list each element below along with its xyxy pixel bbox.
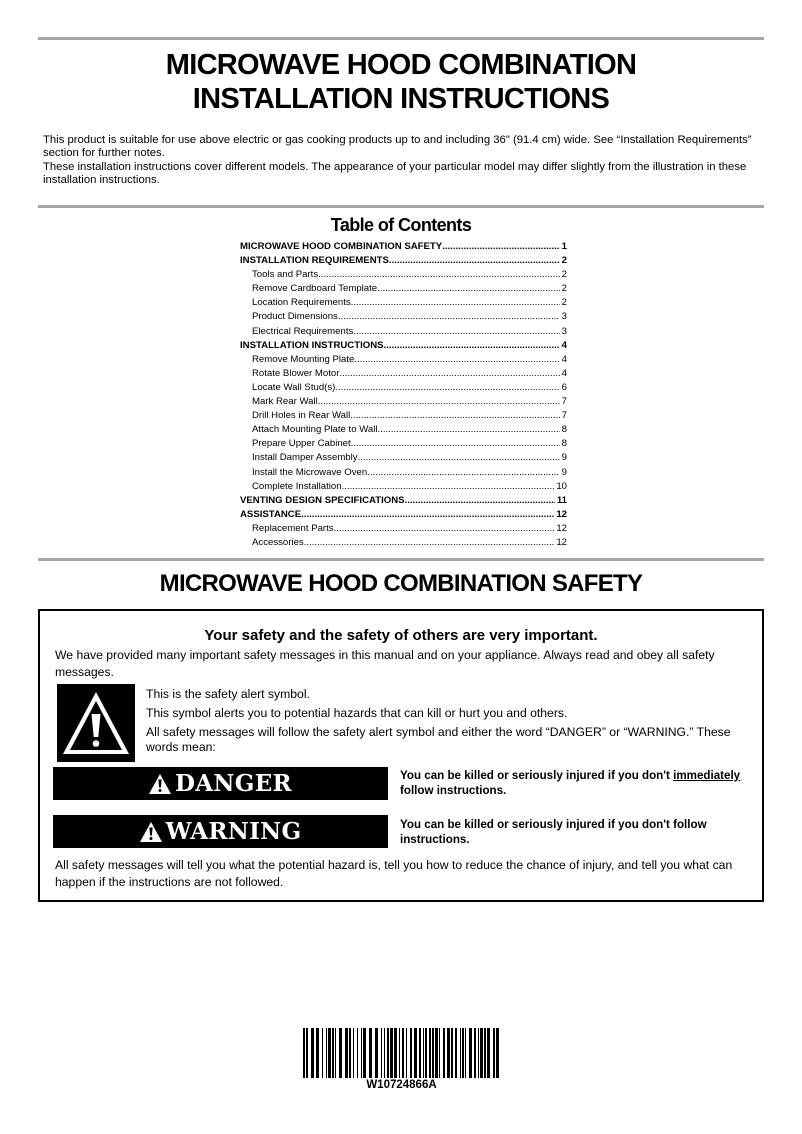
barcode-bar	[462, 1028, 464, 1078]
toc-entry	[240, 367, 567, 381]
toc-entry	[240, 409, 567, 423]
toc-entry-page: 6	[561, 381, 567, 393]
barcode-bar	[443, 1028, 445, 1078]
toc-leader-dots	[350, 409, 559, 423]
page-title	[0, 48, 802, 116]
toc-leader-dots	[405, 494, 555, 508]
toc-entry-label: Product Dimensions	[252, 311, 338, 323]
toc-entry-page: 8	[561, 438, 567, 450]
toc-leader-dots	[377, 282, 560, 296]
toc-title: Table of Contents	[330, 215, 472, 235]
toc-entry-label: VENTING DESIGN SPECIFICATIONS	[240, 494, 405, 506]
danger-alert-icon	[149, 774, 171, 794]
danger-text-a: You can be killed or seriously injured if you don't	[400, 769, 674, 782]
toc-entry-page: 2	[561, 255, 567, 267]
toc-entry	[240, 353, 567, 367]
toc-entry-label: Install Damper Assembly	[252, 452, 358, 464]
safety-alert-icon	[57, 684, 135, 762]
barcode-bar	[387, 1028, 389, 1078]
toc-entry	[240, 494, 567, 508]
toc-leader-dots	[339, 367, 559, 381]
toc-entry-page: 3	[561, 311, 567, 323]
page-title-line-2: INSTALLATION INSTRUCTIONS	[192, 83, 610, 115]
toc-entry-page: 4	[561, 353, 567, 365]
toc-entry-page: 2	[561, 297, 567, 309]
toc-entry-page: 2	[561, 269, 567, 281]
toc-entry	[240, 508, 567, 522]
toc-entry	[240, 395, 567, 409]
toc-entry-label: ASSISTANCE	[240, 508, 302, 520]
barcode-bar	[322, 1028, 323, 1078]
toc-entry-page: 9	[561, 466, 567, 478]
toc-leader-dots	[378, 423, 560, 437]
barcode-bar	[493, 1028, 495, 1078]
danger-text-b: follow instructions.	[400, 784, 507, 797]
toc-entry-label: MICROWAVE HOOD COMBINATION SAFETY	[240, 241, 443, 252]
safety-alert-description	[146, 687, 746, 759]
barcode-bar	[478, 1028, 479, 1078]
warning-label: WARNING	[165, 818, 302, 845]
barcode-bar	[384, 1028, 385, 1078]
danger-text-underlined: immediately	[673, 769, 741, 782]
warning-message: You can be killed or seriously injured if you don't follow instructions.	[400, 818, 707, 846]
toc-entry	[240, 339, 567, 353]
safety-box	[38, 609, 764, 902]
toc-entry-page: 7	[561, 396, 567, 408]
barcode-bar	[399, 1028, 400, 1078]
barcode-bar	[484, 1028, 486, 1078]
barcode-bar	[335, 1028, 336, 1078]
danger-message	[400, 768, 755, 798]
intro-text-1: This product is suitable for use above electric or gas cooking products up to and including 36" (91.4 cm) wide. See “Installation Requirements” section for further notes.	[43, 134, 752, 159]
toc-entry-page: 8	[561, 424, 567, 436]
toc-entry	[240, 522, 567, 536]
barcode-bar	[306, 1028, 308, 1078]
toc-entry-label: Remove Mounting Plate	[252, 353, 355, 365]
toc-entry-label: Drill Holes in Rear Wall	[252, 410, 351, 422]
toc-leader-dots	[334, 522, 555, 536]
danger-label: DANGER	[175, 770, 292, 797]
barcode-bar	[326, 1028, 327, 1078]
safety-box-intro: We have provided many important safety messages in this manual and on your appliance. Always read and obey all safety messages.	[55, 648, 715, 679]
toc-entry-label: Complete Installation	[252, 480, 342, 492]
toc-entry-label: Install the Microwave Oven	[252, 466, 368, 478]
barcode-bar	[469, 1028, 472, 1078]
toc-entry	[240, 423, 567, 437]
toc-leader-dots	[335, 381, 559, 395]
toc-entry	[240, 480, 567, 494]
barcode-bar	[419, 1028, 421, 1078]
toc-entry-page: 3	[561, 325, 567, 337]
barcode-bar	[435, 1028, 438, 1078]
barcode-bar	[406, 1028, 407, 1078]
toc-entry-page: 12	[556, 508, 567, 520]
barcode-bar	[369, 1028, 372, 1078]
toc-entry	[240, 437, 567, 451]
toc-leader-dots	[354, 353, 559, 367]
safety-box-title: Your safety and the safety of others are very important.	[204, 627, 598, 644]
toc-entry-label: Tools and Parts	[252, 269, 319, 281]
barcode-bar	[455, 1028, 457, 1078]
toc-entry-page: 4	[561, 339, 567, 351]
barcode-bar	[447, 1028, 450, 1078]
toc-leader-dots	[318, 268, 560, 282]
toc-leader-dots	[442, 240, 559, 254]
toc-entry-label: Rotate Blower Motor	[252, 367, 340, 379]
intro-paragraph-2	[43, 161, 765, 186]
toc-leader-dots	[367, 466, 559, 480]
toc-entry-label: Replacement Parts	[252, 522, 334, 534]
toc-entry-label: INSTALLATION INSTRUCTIONS	[240, 339, 384, 351]
barcode-bar	[480, 1028, 483, 1078]
toc-entry	[240, 381, 567, 395]
barcode-bar	[432, 1028, 434, 1078]
toc-entry	[240, 296, 567, 310]
safety-top-rule	[38, 558, 764, 561]
toc-leader-dots	[342, 480, 555, 494]
barcode-bar	[487, 1028, 490, 1078]
barcode-icon	[303, 1028, 500, 1078]
danger-signal-bar	[53, 767, 388, 800]
toc-entry-page: 2	[561, 283, 567, 295]
barcode-bar	[394, 1028, 397, 1078]
toc-entry-page: 1	[561, 241, 567, 252]
toc-entry-page: 12	[556, 536, 567, 548]
toc-entry-label: Prepare Upper Cabinet	[252, 438, 351, 450]
toc-entry	[240, 451, 567, 465]
page-title-line-1: MICROWAVE HOOD COMBINATION	[165, 49, 637, 81]
barcode-bar	[303, 1028, 305, 1078]
toc-leader-dots	[384, 339, 560, 353]
barcode-bar	[361, 1028, 362, 1078]
toc-top-rule	[38, 205, 764, 208]
toc-leader-dots	[301, 508, 554, 522]
toc-leader-dots	[351, 296, 560, 310]
toc-entry-label: Mark Rear Wall	[252, 396, 318, 408]
toc-entry	[240, 325, 567, 339]
toc-entry-page: 11	[556, 494, 567, 506]
intro-text-2: These installation instructions cover different models. The appearance of your particular model may differ slightly from the illustration in these installation instructions.	[43, 161, 747, 186]
barcode-bar	[339, 1028, 342, 1078]
safety-heading: MICROWAVE HOOD COMBINATION SAFETY	[159, 570, 643, 597]
toc-entry-page: 12	[556, 522, 567, 534]
toc-entry	[240, 268, 567, 282]
barcode-bar	[381, 1028, 382, 1078]
toc-entry-label: Remove Cardboard Template	[252, 283, 378, 295]
barcode-bar	[423, 1028, 424, 1078]
toc-leader-dots	[338, 310, 560, 324]
toc-entry-page: 9	[561, 452, 567, 464]
safety-box-footer: All safety messages will tell you what the potential hazard is, tell you how to reduce the chance of injury, and tell you what can happen if the instructions are not followed.	[55, 858, 733, 889]
barcode-bar	[439, 1028, 440, 1078]
barcode-bar	[316, 1028, 319, 1078]
toc-entry-label: Location Requirements	[252, 297, 351, 309]
toc-entry	[240, 536, 567, 550]
barcode-bar	[474, 1028, 476, 1078]
top-rule	[38, 37, 764, 40]
barcode-bar	[390, 1028, 393, 1078]
warning-signal-bar	[53, 815, 388, 848]
toc-leader-dots	[351, 437, 560, 451]
barcode-bar	[460, 1028, 461, 1078]
toc-entry-page: 10	[556, 480, 567, 492]
toc-entry-page: 4	[561, 367, 567, 379]
alert-line-3: All safety messages will follow the safety alert symbol and either the word “DANGER” or “WARNING.” These words mean:	[146, 725, 731, 754]
toc-entry-label: INSTALLATION REQUIREMENTS	[240, 255, 389, 267]
toc-entry	[240, 310, 567, 324]
toc-entry	[240, 254, 567, 268]
barcode-bar	[353, 1028, 354, 1078]
barcode-bar	[410, 1028, 412, 1078]
barcode-bar	[414, 1028, 417, 1078]
barcode-bar	[328, 1028, 331, 1078]
barcode-bar	[345, 1028, 348, 1078]
toc-entry-label: Locate Wall Stud(s)	[252, 381, 336, 393]
barcode-bar	[375, 1028, 378, 1078]
barcode-bar	[429, 1028, 431, 1078]
toc-entry-label: Accessories	[252, 536, 304, 548]
toc-entry-page: 7	[561, 410, 567, 422]
table-of-contents	[240, 240, 567, 550]
warning-alert-icon	[140, 822, 162, 842]
toc-leader-dots	[304, 536, 555, 550]
toc-leader-dots	[389, 254, 560, 268]
barcode-bar	[332, 1028, 334, 1078]
alert-line-1: This is the safety alert symbol.	[146, 687, 310, 701]
barcode-bar	[425, 1028, 427, 1078]
barcode-bar	[451, 1028, 453, 1078]
barcode-bar	[357, 1028, 358, 1078]
toc-entry-label: Electrical Requirements	[252, 325, 354, 337]
toc-leader-dots	[358, 451, 560, 465]
toc-entry	[240, 240, 567, 254]
toc-leader-dots	[353, 325, 559, 339]
barcode-bar	[349, 1028, 351, 1078]
barcode-bar	[363, 1028, 366, 1078]
barcode-bar	[496, 1028, 499, 1078]
alert-line-2: This symbol alerts you to potential hazards that can kill or hurt you and others.	[146, 706, 568, 720]
barcode-number: W10724866A	[366, 1079, 437, 1091]
toc-entry-label: Attach Mounting Plate to Wall	[252, 424, 378, 436]
toc-entry	[240, 466, 567, 480]
toc-leader-dots	[318, 395, 560, 409]
barcode-bar	[465, 1028, 466, 1078]
intro-paragraph-1	[43, 134, 765, 159]
toc-entry	[240, 282, 567, 296]
barcode-bar	[402, 1028, 404, 1078]
barcode-bar	[311, 1028, 314, 1078]
